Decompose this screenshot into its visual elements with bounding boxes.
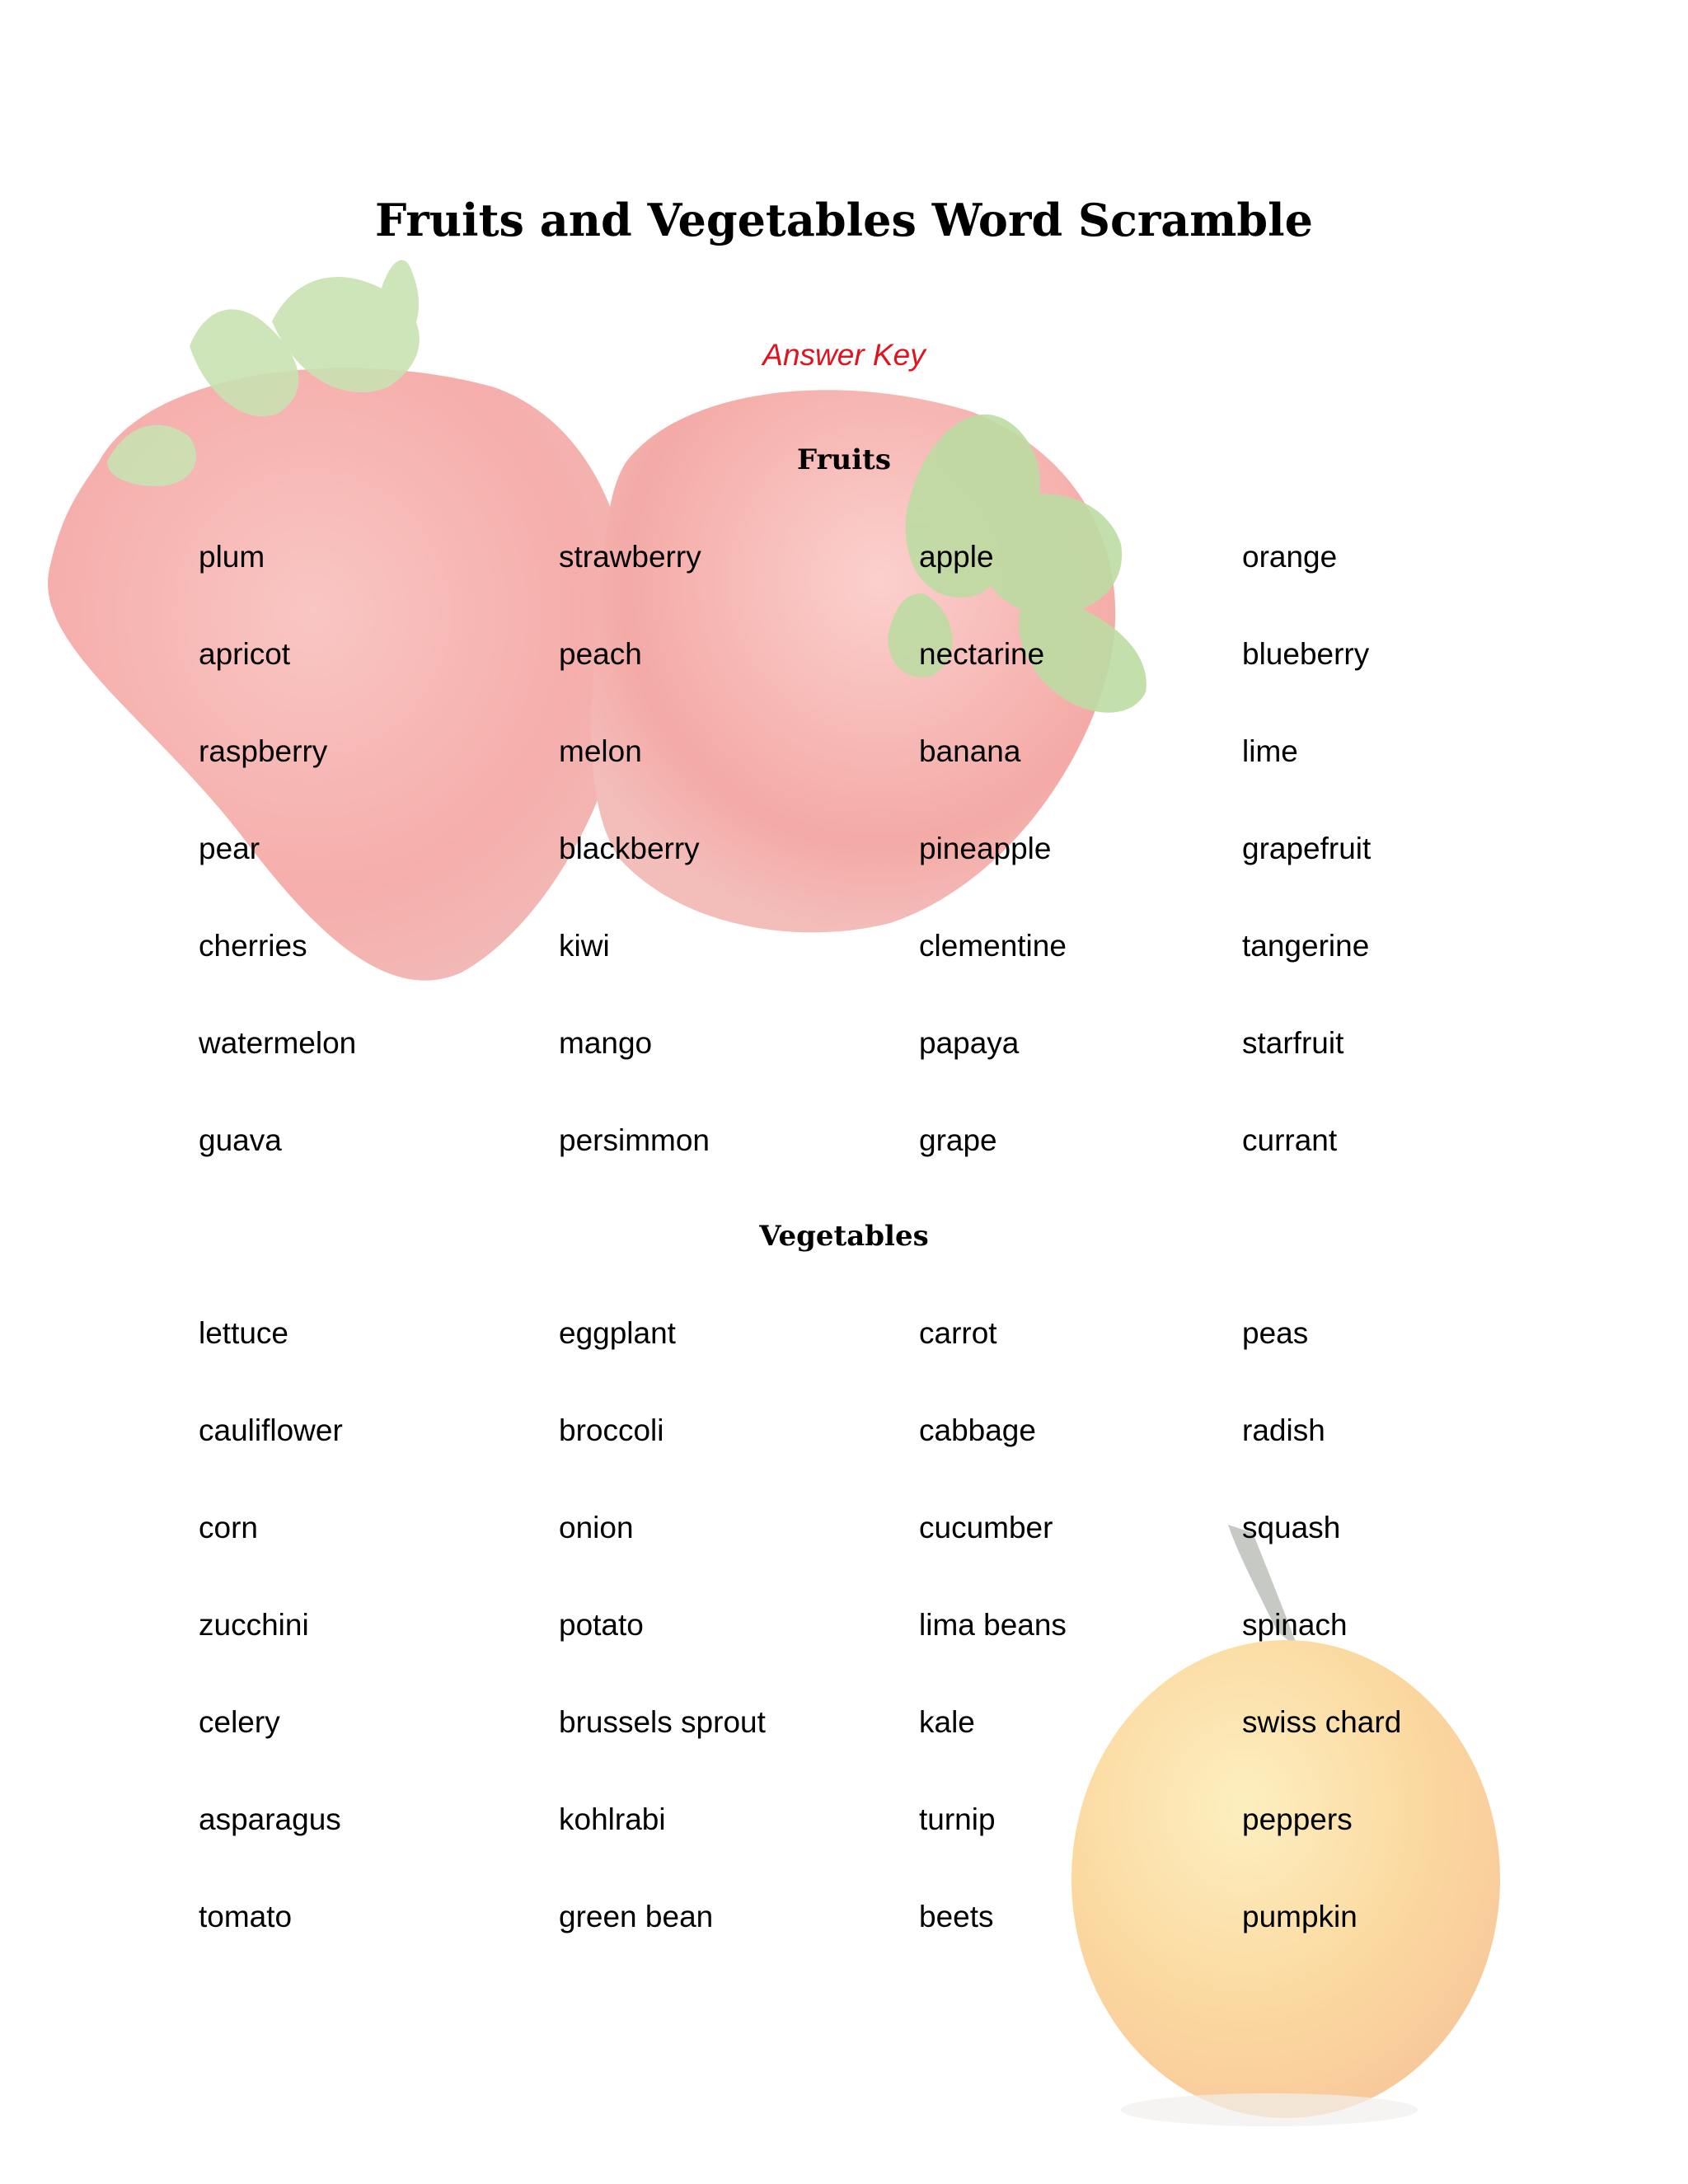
vegetable-word: swiss chard [1242,1705,1402,1739]
fruit-word: plum [199,540,265,574]
answer-key-label: Answer Key [762,338,926,372]
vegetable-word: onion [559,1511,634,1544]
fruit-word: starfruit [1242,1026,1344,1060]
vegetable-word: potato [559,1608,644,1642]
fruit-word: apricot [199,637,291,671]
fruits-word-grid [0,536,1688,1216]
fruit-word: pear [199,832,260,865]
vegetable-word: tomato [199,1900,293,1933]
fruit-word: persimmon [559,1123,710,1157]
vegetable-word: celery [199,1705,280,1739]
vegetable-word: kohlrabi [559,1802,666,1836]
vegetable-word: asparagus [199,1802,341,1836]
vegetable-word: peas [1242,1316,1309,1350]
fruit-word: pineapple [919,832,1052,865]
vegetable-word: radish [1242,1413,1325,1447]
vegetable-word: peppers [1242,1802,1353,1836]
fruit-word: cherries [199,929,307,963]
fruit-word: currant [1242,1123,1338,1157]
vegetable-word: cabbage [919,1413,1036,1447]
fruit-word: strawberry [559,540,701,574]
fruits-heading: Fruits [797,443,891,476]
fruit-word: guava [199,1123,282,1157]
fruit-word: raspberry [199,734,328,768]
fruit-word: watermelon [199,1026,357,1060]
vegetable-word: squash [1242,1511,1341,1544]
vegetable-word: cauliflower [199,1413,343,1447]
fruit-word: papaya [919,1026,1020,1060]
fruit-word: blackberry [559,832,700,865]
fruit-word: peach [559,637,642,671]
fruit-word: grape [919,1123,997,1157]
fruit-word: nectarine [919,637,1045,671]
vegetable-word: beets [919,1900,994,1933]
vegetable-word: pumpkin [1242,1900,1357,1933]
vegetables-word-grid [0,1312,1688,1993]
vegetable-word: zucchini [199,1608,309,1642]
fruit-word: banana [919,734,1021,768]
vegetable-word: cucumber [919,1511,1053,1544]
fruit-word: mango [559,1026,653,1060]
vegetable-word: eggplant [559,1316,676,1350]
fruit-word: melon [559,734,642,768]
fruit-word: grapefruit [1242,832,1372,865]
vegetable-word: kale [919,1705,975,1739]
vegetable-word: lima beans [919,1608,1067,1642]
vegetable-word: broccoli [559,1413,664,1447]
vegetable-word: green bean [559,1900,714,1933]
vegetable-word: carrot [919,1316,997,1350]
vegetable-word: turnip [919,1802,996,1836]
fruit-word: clementine [919,929,1067,963]
fruit-word: orange [1242,540,1338,574]
vegetable-word: spinach [1242,1608,1348,1642]
fruit-word: kiwi [559,929,610,963]
fruit-word: lime [1242,734,1298,768]
vegetable-word: lettuce [199,1316,289,1350]
vegetable-word: corn [199,1511,258,1544]
page-title: Fruits and Vegetables Word Scramble [374,194,1314,246]
vegetable-word: brussels sprout [559,1705,766,1739]
fruit-word: tangerine [1242,929,1370,963]
vegetables-heading: Vegetables [759,1220,929,1253]
fruit-word: blueberry [1242,637,1370,671]
fruit-word: apple [919,540,994,574]
